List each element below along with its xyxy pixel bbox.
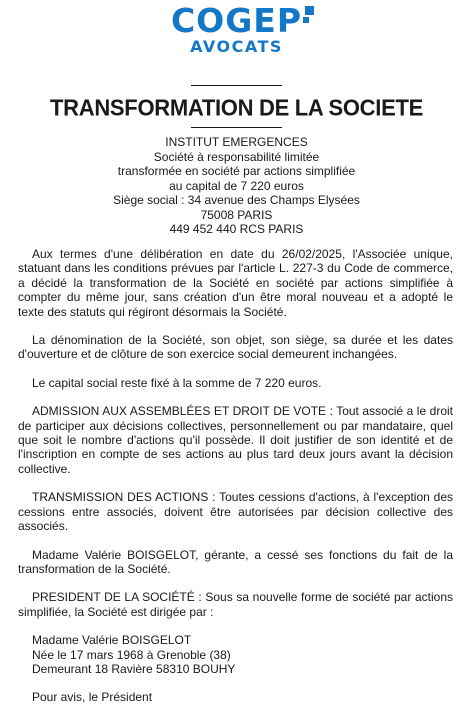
logo-square-icon (305, 6, 314, 15)
company-form: Société à responsabilité limitée (153, 149, 320, 164)
president-name: Madame Valérie BOISGELOT (32, 633, 192, 648)
title-divider (191, 127, 282, 128)
president-details (18, 633, 453, 676)
company-transform: transformée en société par actions simplifiée (117, 164, 356, 178)
president-address: Demeurant 18 Ravière 58310 BOUHY (32, 661, 236, 676)
paragraph-gerante: Madame Valérie BOISGELOT, gérante, a cessé ses fonctions du fait de la transformation de la Société. (18, 547, 453, 576)
paragraph-president: PRESIDENT DE LA SOCIÉTÉ : Sous sa nouvelle forme de société par actions simplifiée, la Société est dirigée par : (18, 590, 453, 619)
company-name: INSTITUT EMERGENCES (165, 135, 308, 149)
paragraph-capital: Le capital social reste fixé à la somme de 7 220 euros. (32, 375, 322, 390)
logo-square-icon-small (303, 17, 309, 23)
paragraph-transmission: TRANSMISSION DES ACTIONS : Toutes cessions d'actions, à l'exception des cessions entre associés, doivent être autorisées par décision collective des associés. (18, 490, 453, 534)
paragraph-deliberation: Aux termes d'une délibération en date du 26/02/2025, l'Associée unique, statuant dans les conditions prévues par l'article L. 227-3 du Code de commerce, a décidé la transformation de la Société en société par actions simplifiée à compter du même jour, sans création d'un être moral nouveau et a adopté le texte des statuts qui régiront désormais la Société. (18, 247, 453, 319)
president-birth: Née le 17 mars 1968 à Grenoble (38) (32, 647, 231, 662)
company-capital: au capital de 7 220 euros (169, 178, 304, 193)
closing-signature: Pour avis, le Président (32, 690, 153, 705)
paragraph-denomination: La dénomination de la Société, son objet, son siège, sa durée et les dates d'ouverture et de clôture de son exercice social demeurent inchangées. (18, 333, 453, 362)
logo-wordmark: COGEP (171, 4, 302, 38)
company-rcs: 449 452 440 RCS PARIS (169, 222, 304, 236)
paragraph-admission: ADMISSION AUX ASSEMBLÉES ET DROIT DE VOTE : Tout associé a le droit de participer aux décisions collectives, personnellement ou par mandataire, quel que soit le nombre d'actions qu'il possède. Il doit justifier de son identité et de l'inscription en compte de ses actions au plus tard deux jours avant la décision collective. (18, 404, 453, 476)
notice-body (18, 247, 453, 705)
logo-subtitle: AVOCATS (190, 37, 283, 56)
page-title: TRANSFORMATION DE LA SOCIETE (50, 94, 423, 121)
cogep-logo (0, 1, 473, 56)
company-city: 75008 PARIS (200, 207, 273, 222)
company-seat: Siège social : 34 avenue des Champs Elysées (113, 193, 360, 207)
company-block (0, 135, 473, 237)
top-divider (191, 85, 282, 86)
